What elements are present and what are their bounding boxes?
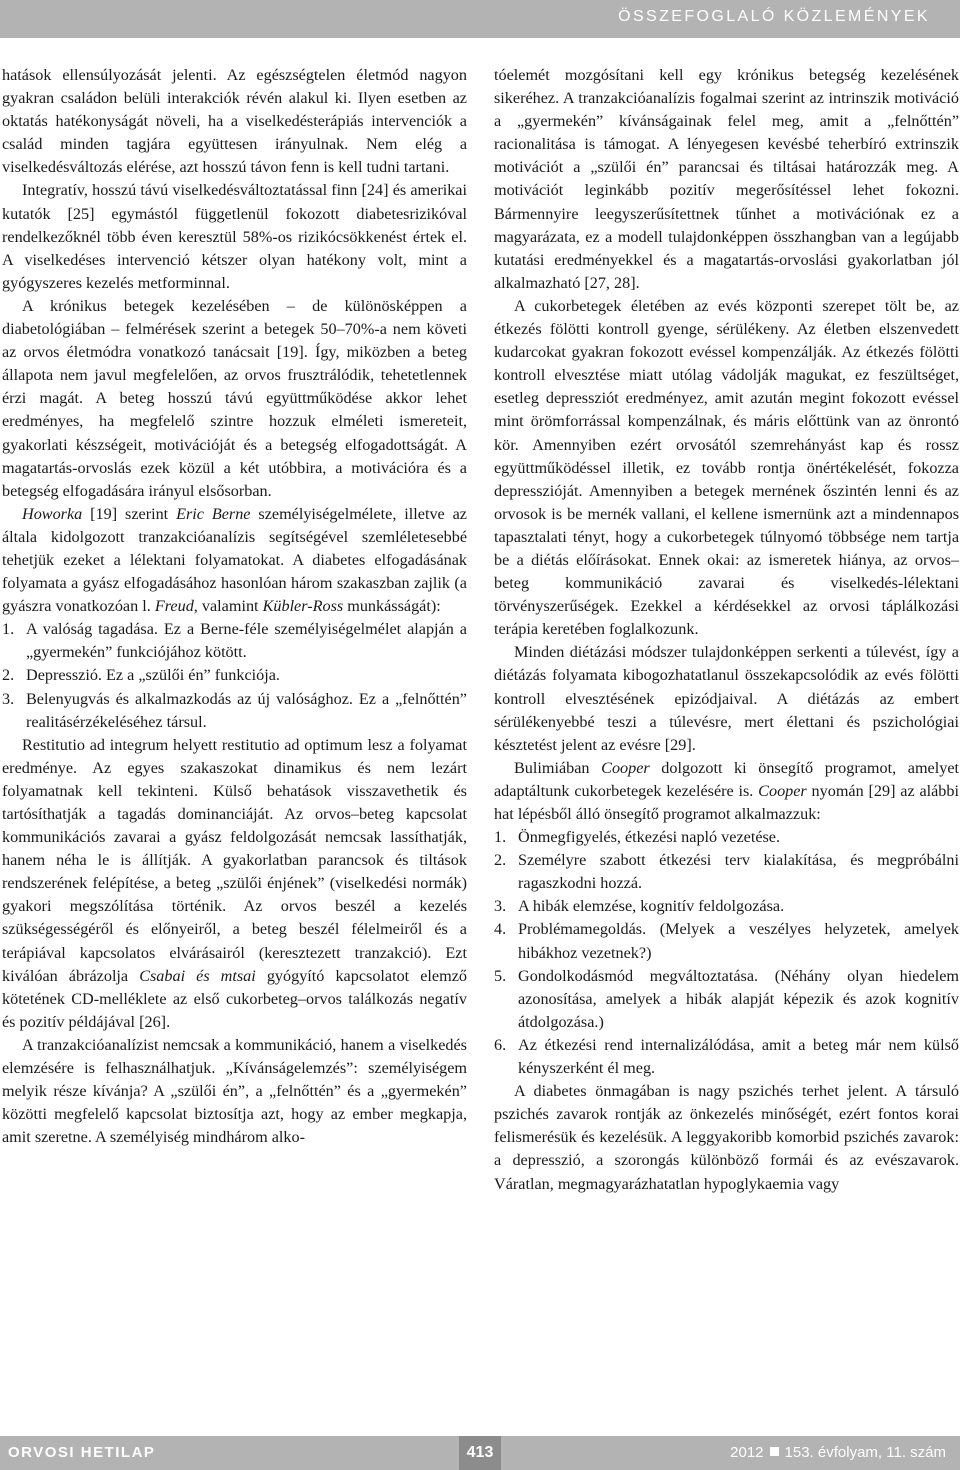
paragraph: tóelemét mozgósítani kell egy krónikus betegség kezelésének sikeréhez. A tranzakcióanalízis fogalmai szerint az intrinszik motiváció a „gyermekén” kívánságainak felel meg, amit a „felnőttén” racionalitása is támogat. A lényegesen kevésbé teherbíró extrinszik motivációt a „szülői én” parancsai és tiltásai határozzák meg. A motivációt leginkább pozitív megerősítéssel lehet fokozni. Bármennyire leegyszerűsítettnek tűnhet a motivációnak ez a magyarázata, ez a modell tulajdonképpen összhangban van a legújabb kutatási eredményekkel és a magatartás-orvoslási gyakorlatban jól alkalmazható [27, 28].	[494, 66, 959, 292]
list-item	[494, 849, 959, 895]
paragraph	[2, 503, 467, 618]
text-run: Restitutio ad integrum helyett restitutio ad optimum lesz a folyamat eredménye. Az egyes szakaszokat dinamikus és nem lezárt folyamatnak kell tekinteni. Külső behatások visszavethetik és tartósíthatják a tagadás dominanciáját. Az orvos–beteg kapcsolat kommunikációs zavarai a gyász feldolgozását nemcsak lassíthatják, hanem néha le is állítják. A gyakorlatban parancsok és tiltások rendszerének felépítése, a beteg „szülői énjének” (viselkedési normák) gyakori megszólítása történik. Az orvos beszél a kezelés szükségességéről és előnyeiről, a beteg beszél félelmeiről és a terápiával kapcsolatos elvárásairól (keresztezett tranzakció). Ezt kiválóan ábrázolja	[2, 735, 467, 985]
list-number: 4.	[494, 920, 507, 939]
paragraph: hatások ellensúlyozását jelenti. Az egészségtelen életmód nagyon gyakran családon belüli interakciók révén alakul ki. Ilyen esetben az oktatás hatékonyságát növeli, ha a viselkedésterápiás intervenciók a család minden tagjára együttesen irányulnak. Nem elég a viselkedésváltozás elérése, azt hosszú távon fenn is kell tudni tartani.	[2, 66, 467, 177]
text-run: valamint	[197, 597, 263, 616]
list-item	[494, 918, 959, 964]
paragraph: Minden diétázási módszer tulajdonképpen serkenti a túlevést, így a diétázás folyamata kibogozhatatlanul összekapcsolódik az evés fölötti kontroll elvesztésének epizódjaival. A diétázás az embert sérülékenyebbé teszi a túlevésre, mert élettani és pszichológiai késztetést jelent az evésre [29].	[494, 643, 959, 754]
paragraph: A krónikus betegek kezelésében – de különösképpen a diabetológiában – felmérések szerint a betegek 50–70%-a nem követi az orvos életmódra vonatkozó tanácsait [19]. Így, miközben a beteg állapota nem javul megfelelően, az orvos frusztrálódik, tehetetlennek érzi magát. A beteg hosszú távú együttműködése akkor lehet eredményes, ha megfelelő szintre hozzuk elméleti ismereteit, gyakorlati készségeit, motivációját és a betegség elfogadottságát. A magatartás-orvoslás ezek közül a két utóbbira, a motivációra és a betegség elfogadására irányul elsősorban.	[2, 296, 467, 500]
list-text: A valóság tagadása. Ez a Berne-féle személyiségelmélet alapján a „gyermekén” funkciójához kötött.	[26, 620, 467, 662]
paragraph	[494, 757, 959, 826]
list-number: 3.	[2, 689, 15, 708]
section-title: ÖSSZEFOGLALÓ KÖZLEMÉNYEK	[618, 8, 930, 25]
list-text: Önmegfigyelés, étkezési napló vezetése.	[518, 828, 781, 847]
book-reference: Csabai és mtsai	[139, 966, 256, 985]
text-run: [19] szerint	[82, 504, 177, 523]
list-item	[2, 688, 467, 734]
paragraph: A diabetes önmagában is nagy pszichés terhet jelent. A társuló pszichés zavarok rontják az önkezelés minőségét, ezért fontos korai felismerésük és kezelésük. A leggyakoribb komorbid pszichés zavarok: a depresszió, a szorongás különböző formái és az evészavarok. Váratlan, megmagyarázhatatlan hypoglykaemia vagy	[494, 1082, 959, 1193]
paragraph	[2, 734, 467, 1034]
author-name: Kübler-Ross	[262, 597, 344, 616]
text-run: dolgozott ki önsegítő programot, amelyet adaptáltunk cukorbetegek kezelésére is.	[494, 758, 959, 800]
list-item	[494, 1034, 959, 1080]
author-name: Eric Berne	[176, 504, 251, 523]
page-number: 413	[459, 1436, 501, 1470]
author-name: Cooper	[601, 758, 650, 777]
text-run: személyiségelmélete, illetve az általa kidolgozott tranzakcióanalízis segítségével szemléletesebbé tehetjük ezeket a lélektani folyamatokat. A diabetes elfogadásának folyamata a gyász elfogadásához hasonlóan három szakaszban zajlik (a gyászra vonatkozóan l.	[2, 504, 467, 616]
list-number: 1.	[494, 828, 507, 847]
list-number: 1.	[2, 620, 15, 639]
list-text: Problémamegoldás. (Melyek a veszélyes helyzetek, amelyek hibákhoz vezetnek?)	[518, 920, 959, 962]
year: 2012	[730, 1444, 764, 1461]
header-bar	[0, 0, 960, 38]
paragraph: A tranzakcióanalízist nemcsak a kommunikáció, hanem a viselkedés elemzésére is felhasználhatjuk. „Kívánságelemzés”: személyiségem melyik része kívánja? A „szülői én”, a „felnőttén” és a „gyermekén” közötti megfelelő kapcsolat biztosítja azt, hogy az ember megkapja, amit szeretne. A személyiség mindhárom alko-	[2, 1035, 467, 1147]
list-item	[2, 618, 467, 664]
text-run: gyógyító kapcsolatot elemző kötetének CD-melléklete az első cukorbeteg–orvos találkozás negatív és pozitív példájával [26].	[2, 966, 467, 1031]
left-column	[2, 64, 467, 1149]
text-run: munkásságát):	[343, 597, 441, 616]
author-name: Howorka	[22, 504, 83, 523]
list-item	[494, 895, 959, 918]
list-item	[2, 664, 467, 687]
list-item	[494, 826, 959, 849]
stages-list	[2, 618, 467, 733]
list-number: 2.	[494, 851, 507, 870]
list-text: Belenyugvás és alkalmazkodás az új valósághoz. Ez a „felnőttén” realitásérzékeléséhez társul.	[26, 689, 467, 731]
separator-square-icon	[770, 1447, 779, 1456]
text-run: nyomán [29] az alábbi hat lépésből álló önsegítő programot alkalmazzuk:	[494, 781, 959, 823]
volume-issue: 153. évfolyam, 11. szám	[784, 1444, 946, 1461]
author-name: Cooper	[758, 781, 807, 800]
list-text: Személyre szabott étkezési terv kialakítása, és megpróbálni ragaszkodni hozzá.	[518, 851, 959, 893]
program-steps-list	[494, 826, 959, 1080]
list-text: Az étkezési rend internalizálódása, amit a beteg már nem külső kényszerként él meg.	[518, 1035, 959, 1078]
journal-name: ORVOSI HETILAP	[8, 1444, 156, 1461]
list-number: 5.	[494, 966, 507, 985]
footer-bar	[0, 1436, 960, 1470]
list-number: 6.	[494, 1035, 507, 1054]
list-number: 2.	[2, 666, 15, 685]
list-number: 3.	[494, 897, 507, 916]
paragraph: A cukorbetegek életében az evés központi szerepet tölt be, az étkezés fölötti kontroll gyenge, sérülékeny. Az életben elszenvedett kudarcokat gyakran fokozott evéssel kompenzálják. Az étkezés fölötti kontroll elvesztése miatt utólag vádolják magukat, ez feszültséget, esetleg depressziót eredményez, amit azután megint fokozott evéssel mint örömforrással kompenzálnak, és máris előttünk van az önrontó kör. Amennyiben ezért orvosától szemrehányást kap és rossz együttműködéssel illetik, ez tovább rontja önértékelését, fokozza depresszióját. Amennyiben a betegek mernének őszintén lenni és az orvosok is be mernék vallani, el kellene ismernünk azt a mindennapos tapasztalati tényt, hogy a cukorbetegek túlnyomó többsége nem tartja be a diétás előírásokat. Ennek okai: az ismeretek hiánya, az orvos–beteg kommunikáció zavarai és viselkedés-lélektani törvényszerűségek. Ezekkel a kérdésekkel az orvosi táplálkozási terápia keretében foglalkozunk.	[494, 296, 959, 639]
paragraph: Integratív, hosszú távú viselkedésváltoztatással finn [24] és amerikai kutatók [25] egymástól függetlenül fokozott diabetesrizikóval rendelkezőknél több éven keresztül 58%-os rizikócsökkenést értek el. A viselkedéses intervenció kétszer olyan hatékony volt, mint a gyógyszeres kezelés metforminnal.	[2, 181, 467, 292]
list-text: Gondolkodásmód megváltoztatása. (Néhány olyan hiedelem azonosítása, amelyek a hibák alapját képezik és azok kognitív átdolgozása.)	[518, 966, 959, 1031]
list-item	[494, 965, 959, 1034]
issue-info	[730, 1444, 946, 1461]
list-text: Depresszió. Ez a „szülői én” funkciója.	[26, 666, 280, 685]
text-run: Bulimiában	[514, 758, 602, 777]
right-column	[494, 64, 959, 1196]
list-text: A hibák elemzése, kognitív feldolgozása.	[518, 897, 785, 916]
author-name: Freud,	[154, 597, 198, 616]
